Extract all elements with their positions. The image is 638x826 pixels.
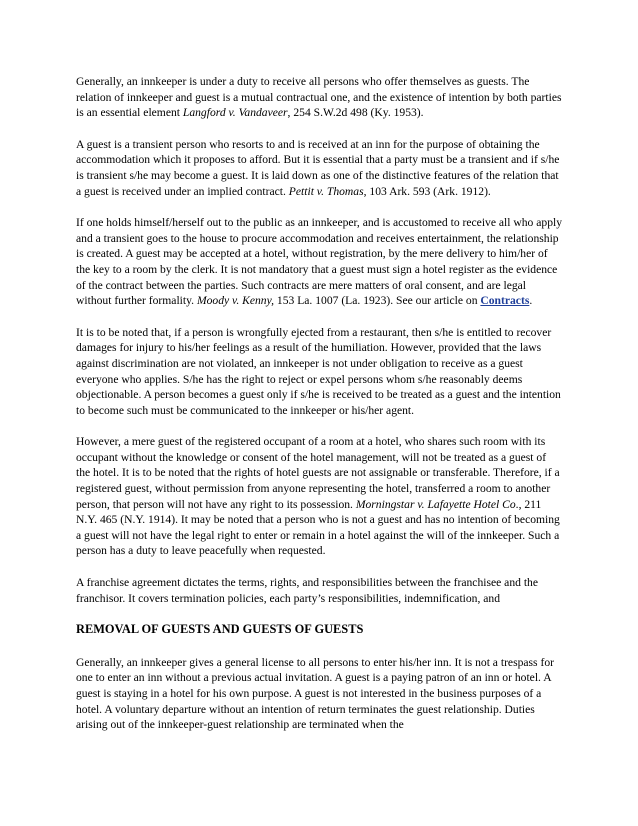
case-citation: Langford v. Vandaveer bbox=[182, 106, 288, 120]
section-heading: REMOVAL OF GUESTS AND GUESTS OF GUESTS bbox=[76, 622, 364, 637]
paragraph-duty-to-receive: Generally, an innkeeper is under a duty to receive all persons who offer themselves as guests. The relation of innkeeper and guest is a mutual contractual one, and the existence of intention by both parties is an essential element Langford v. Vandaveer, 254 S.W.2d 498 (Ky. 1953). bbox=[76, 75, 562, 120]
paragraph-guest-of-occupant: However, a mere guest of the registered occupant of a room at a hotel, who shares such room with its occupant without the knowledge or consent of the hotel management, will not be treated as a guest of the hotel. It is to be noted that the rights of hotel guests are not assignable or transferable. Therefore, if a registered guest, without permission from anyone representing the hotel, transferred a room to another person, that person will not have any right to its possession. Morningstar v. Lafayette Hotel Co., 211 N.Y. 465 (N.Y. 1914). It may be noted that a person who is not a guest and has no intention of becoming a guest will not have the legal right to enter or remain in a hotel against the will of the innkeeper. Such a person has a duty to leave peacefully when requested. bbox=[76, 435, 560, 558]
document-page bbox=[76, 74, 563, 732]
paragraph-wrongful-ejection: It is to be noted that, if a person is wrongfully ejected from a restaurant, then s/he is entitled to recover damages for injury to his/her feelings as a result of the humiliation. However, provided that the laws against discrimination are not violated, an innkeeper is not under obligation to receive as a guest everyone who applies. S/he has the right to reject or expel persons whom s/he reasonably deems objectionable. A person becomes a guest only if s/he is received to be treated as a guest and the intention to become such must be communicated to the innkeeper or his/her agent. bbox=[76, 325, 561, 417]
case-citation: Pettit v. Thomas bbox=[288, 184, 364, 198]
paragraph-holding-out: If one holds himself/herself out to the public as an innkeeper, and is accustomed to receive all who apply and a transient goes to the house to procure accommodation and receives entertainment, the relationship is created. A guest may be accepted at a hotel, without registration, by the mere delivery to him/her of the key to a room by the clerk. It is not mandatory that a guest must sign a hotel register as the evidence of the contract between the parties. Such contracts are mere matters of oral consent, and are legal without further formality. Moody v. Kenny, 153 La. 1007 (La. 1923). See our article on Contracts. bbox=[76, 216, 563, 308]
paragraph-general-license: Generally, an innkeeper gives a general license to all persons to enter his/her inn. It is not a trespass for one to enter an inn without a previous actual invitation. A guest is a paying patron of an inn or hotel. A guest is staying in a hotel for his own purpose. A guest is not interested in the business purposes of a hotel. A voluntary departure without an intention of return terminates the guest relationship. Duties arising out of the innkeeper-guest relationship are terminated when the bbox=[76, 655, 554, 732]
paragraph-transient-guest: A guest is a transient person who resorts to and is received at an inn for the purpose of obtaining the accommodation which it proposes to afford. But it is essential that a party must be a transient and if s/he is transient s/he may become a guest. It is laid down as one of the distinctive features of the relation that a guest is received under an implied contract. Pettit v. Thomas, 103 Ark. 593 (Ark. 1912). bbox=[76, 137, 560, 198]
case-citation: Morningstar v. Lafayette Hotel Co bbox=[355, 497, 516, 511]
case-citation: Moody v. Kenny, bbox=[196, 294, 275, 308]
contracts-link[interactable]: Contracts bbox=[480, 294, 530, 308]
paragraph-franchise-agreement: A franchise agreement dictates the terms, rights, and responsibilities between the franchisee and the franchisor. It covers termination policies, each party’s responsibilities, indemnification, and bbox=[76, 576, 538, 605]
